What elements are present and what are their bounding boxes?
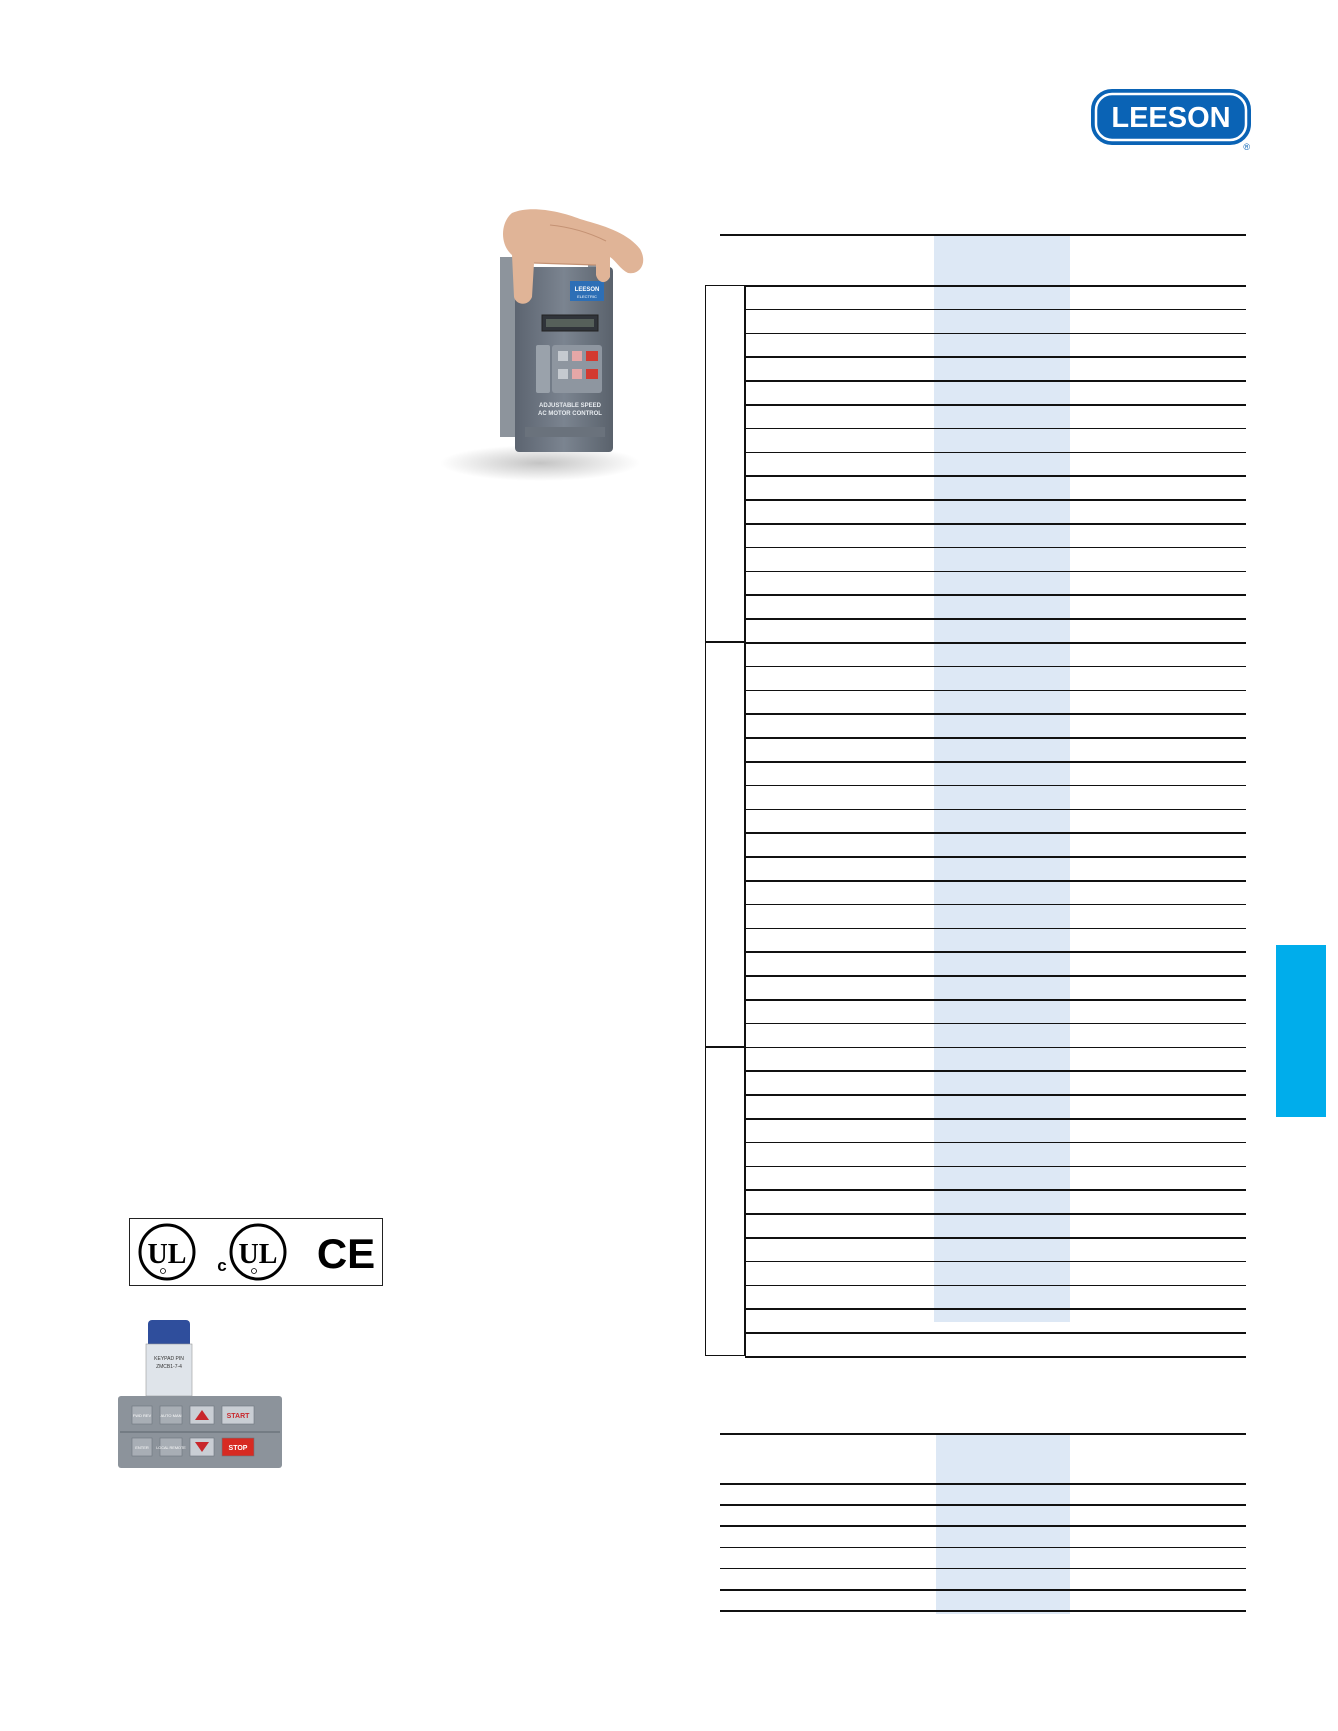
- secondary-top-rule: [720, 1433, 1246, 1435]
- cul-prefix: c: [217, 1256, 227, 1275]
- secondary-row-rule: [720, 1589, 1246, 1591]
- ul-mark: UL: [147, 1239, 187, 1270]
- secondary-row-rule: [720, 1504, 1246, 1506]
- column-shade-secondary: [936, 1434, 1070, 1614]
- section-tab: [1276, 945, 1326, 1117]
- key-start: START: [226, 1413, 250, 1420]
- key-stop: STOP: [228, 1445, 248, 1452]
- registered-mark: ®: [1243, 142, 1250, 152]
- key-auto-man: AUTO MAN: [160, 1413, 182, 1418]
- secondary-row-rule: [720, 1483, 1246, 1485]
- secondary-row-rule: [720, 1568, 1246, 1570]
- panel-text-2: AC MOTOR CONTROL: [538, 411, 602, 417]
- device-sub: ELECTRIC: [577, 294, 597, 299]
- cable-label-2: ZMCB1-7-4: [156, 1364, 182, 1370]
- key-fwd-rev: FWD REV: [132, 1413, 152, 1418]
- secondary-row-rule: [720, 1525, 1246, 1527]
- cable-label-1: KEYPAD PIN: [154, 1356, 184, 1362]
- key-enter: ENTER: [135, 1445, 149, 1450]
- key-local-remote: LOCAL REMOTE: [156, 1446, 186, 1450]
- ce-mark: CE: [316, 1230, 376, 1277]
- secondary-row-rule: [720, 1610, 1246, 1612]
- device-brand: LEESON: [574, 287, 600, 293]
- logo-text: LEESON: [1111, 102, 1231, 134]
- secondary-row-rule: [720, 1547, 1246, 1549]
- cul-mark: UL: [238, 1239, 278, 1270]
- panel-text-1: ADJUSTABLE SPEED: [539, 403, 601, 409]
